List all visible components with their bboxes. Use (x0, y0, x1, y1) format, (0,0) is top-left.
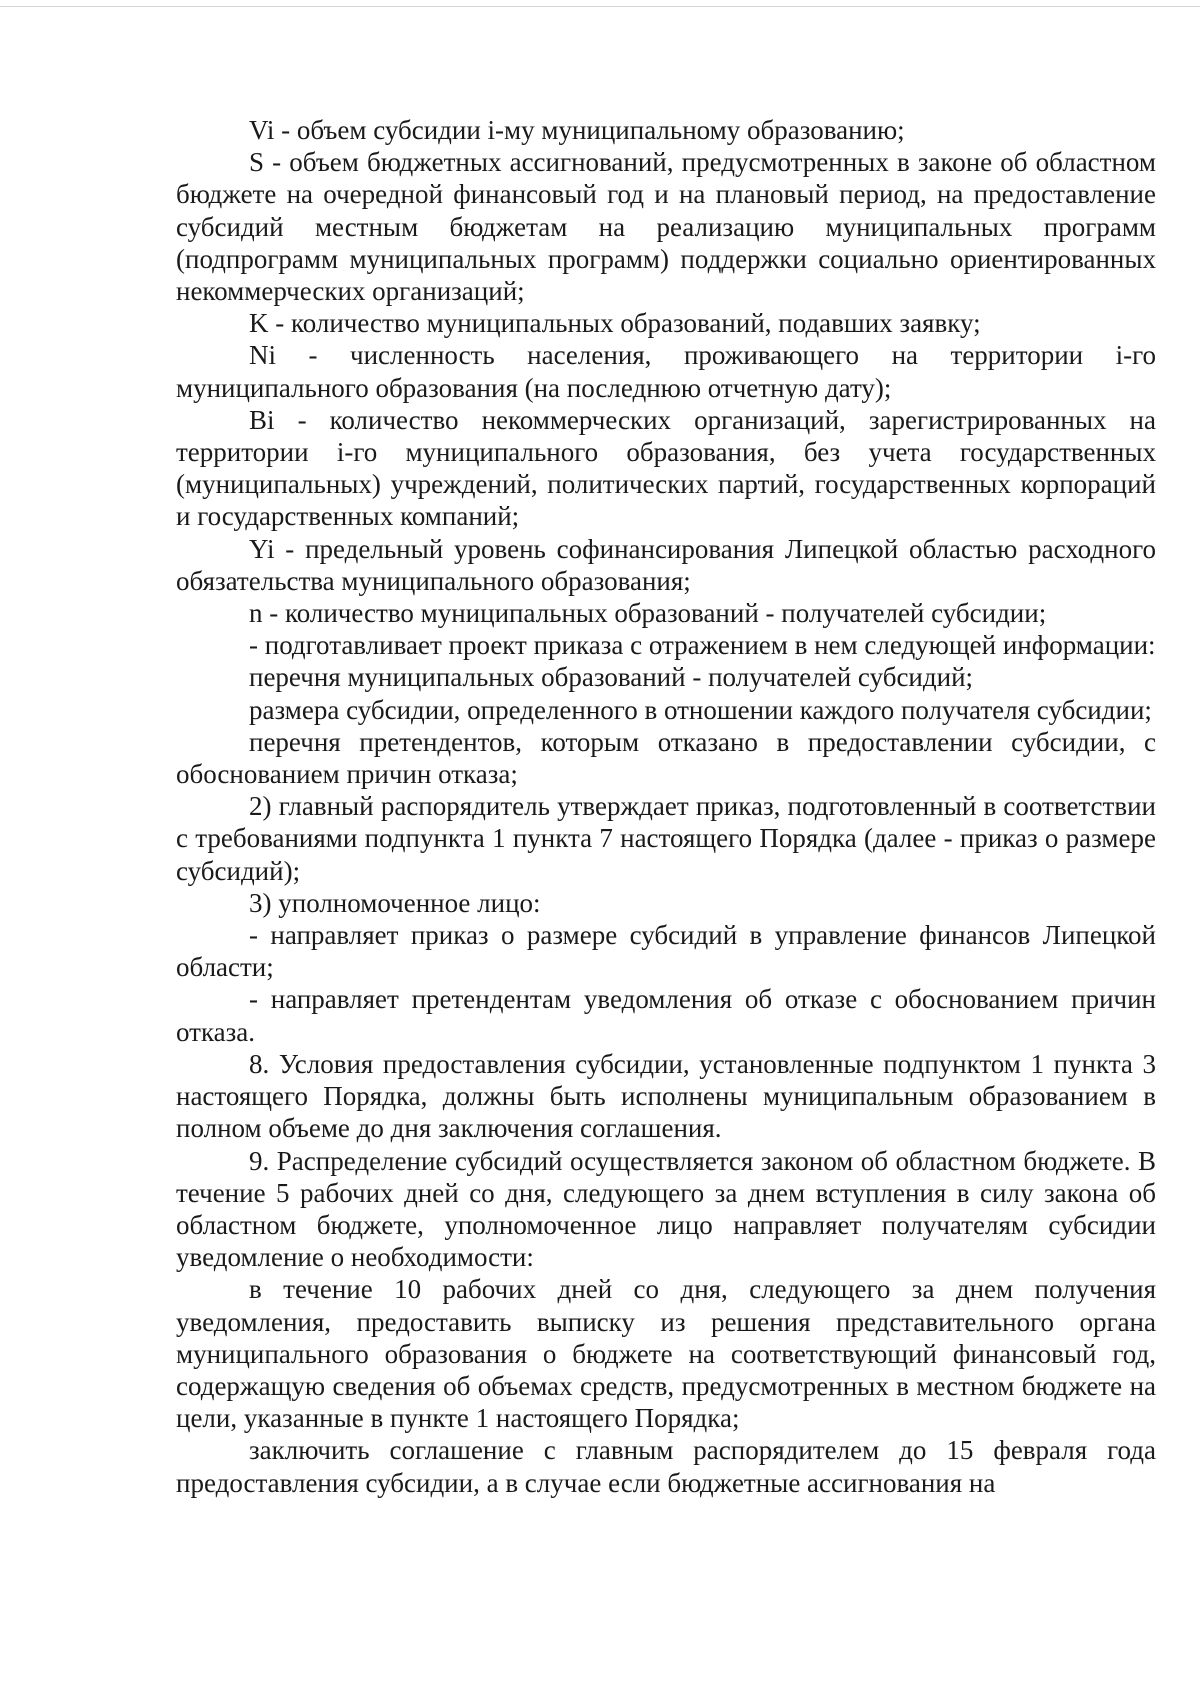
paragraph-s-definition: S - объем бюджетных ассигнований, предусмотренных в законе об областном бюджете на очередной финансовый год и на плановый период, на предоставление субсидий местным бюджетам на реализацию муниципальных программ (подпрограмм муниципальных программ) поддержки социально ориентированных некоммерческих организаций; (176, 147, 1156, 307)
paragraph-conclude-agreement: заключить соглашение с главным распорядителем до 15 февраля года предоставления субсидии, а в случае если бюджетные ассигнования на (176, 1435, 1156, 1498)
paragraph-budget-extract: в течение 10 рабочих дней со дня, следующего за днем получения уведомления, предоставить выписку из решения представительного органа муниципального образования о бюджете на соответствующий финансовый год, содержащую сведения об объемах средств, предусмотренных в местном бюджете на цели, указанные в пункте 1 настоящего Порядка; (176, 1274, 1156, 1434)
document-page (176, 114, 1156, 1499)
paragraph-n-definition: n - количество муниципальных образований - получателей субсидии; (249, 598, 1047, 629)
paragraph-section-8: 8. Условия предоставления субсидии, установленные подпунктом 1 пункта 3 настоящего Порядка, должны быть исполнены муниципальным образованием в полном объеме до дня заключения соглашения. (176, 1048, 1156, 1144)
paragraph-prepares-order: - подготавливает проект приказа с отражением в нем следующей информации: (249, 630, 1156, 661)
paragraph-list-of-recipients: перечня муниципальных образований - получателей субсидий; (249, 662, 974, 693)
paragraph-yi-definition: Yi - предельный уровень софинансирования Липецкой областью расходного обязательства муниципального образования; (176, 533, 1156, 596)
paragraph-section-9: 9. Распределение субсидий осуществляется законом об областном бюджете. В течение 5 рабочих дней со дня, следующего за днем вступления в силу закона об областном бюджете, уполномоченное лицо направляет получателям субсидии уведомление о необходимости: (176, 1145, 1156, 1273)
paragraph-item-2: 2) главный распорядитель утверждает приказ, подготовленный в соответствии с требованиями подпункта 1 пункта 7 настоящего Порядка (далее - приказ о размере субсидий); (176, 791, 1156, 886)
paragraph-subsidy-size: размера субсидии, определенного в отношении каждого получателя субсидии; (249, 694, 1152, 725)
paragraph-rejected-applicants: перечня претендентов, которым отказано в предоставлении субсидии, с обоснованием причин отказа; (176, 726, 1156, 790)
paragraph-bi-definition: Bi - количество некоммерческих организаций, зарегистрированных на территории i-го муниципального образования, без учета государственных (муниципальных) учреждений, политических партий, государственных корпораций и государственных компаний; (176, 404, 1156, 532)
paragraph-k-definition: K - количество муниципальных образований, подавших заявку; (249, 308, 981, 339)
paragraph-item-3: 3) уполномоченное лицо: (249, 887, 541, 918)
paragraph-sends-rejections: - направляет претендентам уведомления об отказе с обоснованием причин отказа. (176, 984, 1156, 1047)
paragraph-vi-definition: Vi - объем субсидии i-му муниципальному образованию; (249, 115, 905, 145)
paragraph-sends-order: - направляет приказ о размере субсидий в управление финансов Липецкой области; (176, 920, 1156, 983)
scan-top-edge (0, 6, 1200, 7)
paragraph-ni-definition: Ni - численность населения, проживающего на территории i-го муниципального образования (на последнюю отчетную дату); (176, 340, 1156, 403)
